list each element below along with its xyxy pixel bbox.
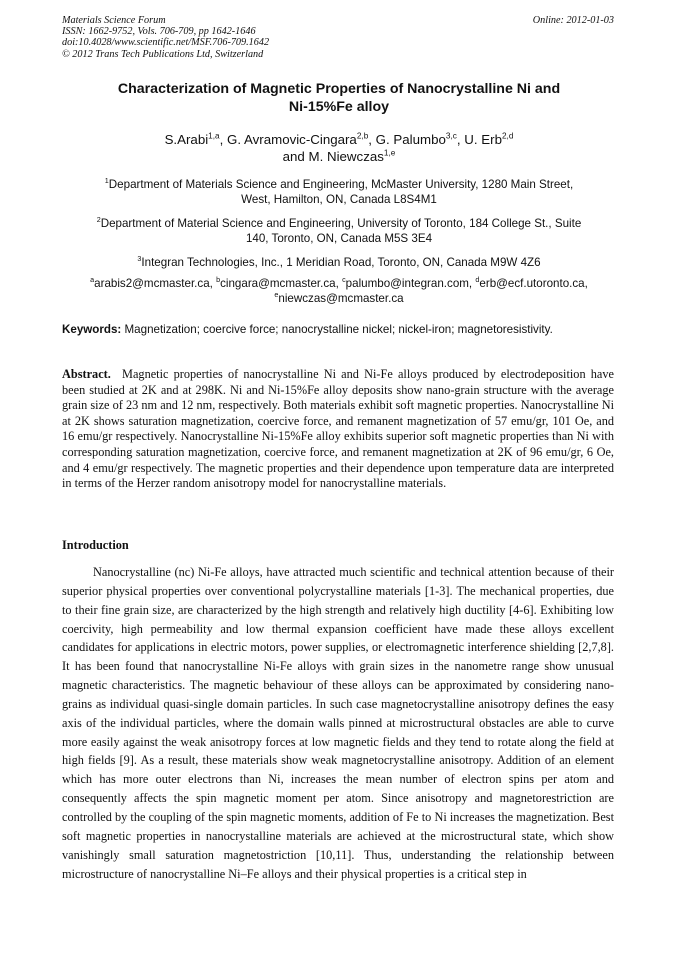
keywords bbox=[62, 322, 622, 337]
affiliation-sup: 2 bbox=[96, 215, 101, 225]
paper-title bbox=[62, 80, 616, 116]
email-line-1 bbox=[62, 276, 616, 291]
author-name: S.Arabi bbox=[164, 132, 209, 147]
author-name: , G. Palumbo bbox=[368, 132, 446, 147]
affiliation-sup: 3 bbox=[137, 254, 142, 264]
journal-header bbox=[62, 15, 269, 60]
author-line-1 bbox=[62, 131, 616, 148]
author-list bbox=[62, 131, 616, 165]
email-sup: b bbox=[216, 275, 221, 285]
online-date bbox=[533, 15, 614, 26]
introduction-paragraph: Nanocrystalline (nc) Ni-Fe alloys, have attracted much scientific and technical attention because of their superior physical properties over conventional polycrystalline materials [1-3]. The mechanical properties, due to their fine grain size, are characterized by the high strength and relatively high ductility [4-6]. Exhibiting low coercivity, high permeability and low thermal expansion coefficient have made these alloys excellent candidates for applications in electric motors, power supplies, or electromagnetic interference shielding [2,7,8]. It has been found that nanocrystalline Ni-Fe alloys with grain sizes in the nanometre range show unusual magnetic characteristics. The magnetic behaviour of these alloys can be approximated by considering nano-grains as individual quasi-single domain particles. In such case magnetocrystalline anisotropy defines the easy axis of the individual particles, where the domain walls pinned at microstructural obstacles are able to curve more easily against the weak anisotropy forces at low magnetic fields and they tend to rotate along the field at high fields [9]. As a result, these materials show weak magnetocrystalline anisotropy. Addition of an element which has more outer electrons than Ni, increases the mean number of electron spins per atom and consequently affects the spin magnetic moment per atom. Since anisotropy and magnetorestriction are controlled by the coupling of the spin magnetic moments, addition of Fe to Ni increases the magnetization. Best soft magnetic properties in nanocrystalline materials are achieved at the microstructural state, which show vanishingly small saturation magnetostriction [10,11]. Thus, understanding the relationship between microstructure of nanocrystalline Ni–Fe alloys and their physical properties is a critical step in bbox=[62, 565, 614, 881]
email-link[interactable]: erb@ecf.utoronto.ca, bbox=[479, 277, 588, 290]
email-list bbox=[62, 276, 616, 306]
author-sup: 1,e bbox=[383, 148, 396, 158]
affiliation-2-line-2: 140, Toronto, ON, Canada M5S 3E4 bbox=[245, 232, 433, 245]
affiliation-sup: 1 bbox=[104, 176, 109, 186]
doi-line: doi:10.4028/www.scientific.net/MSF.706-709.1642 bbox=[62, 37, 270, 49]
author-line-2 bbox=[62, 148, 616, 165]
copyright-line: © 2012 Trans Tech Publications Ltd, Switzerland bbox=[62, 48, 264, 60]
author-name: and M. Niewczas bbox=[282, 149, 384, 164]
keywords-text: Magnetization; coercive force; nanocrystalline nickel; nickel-iron; magnetoresistivity. bbox=[124, 323, 553, 336]
email-link[interactable]: palumbo@integran.com, bbox=[345, 277, 473, 290]
email-line-2 bbox=[62, 291, 616, 306]
affiliation-text: Integran Technologies, Inc., 1 Meridian Road, Toronto, ON, Canada M9W 4Z6 bbox=[141, 256, 541, 269]
title-line-2: Ni-15%Fe alloy bbox=[288, 99, 390, 115]
affiliation-text: Department of Material Science and Engineering, University of Toronto, 184 College St., Suite bbox=[100, 217, 582, 230]
email-link[interactable]: arabis2@mcmaster.ca, bbox=[94, 277, 213, 290]
affiliation-3-line bbox=[62, 255, 616, 270]
email-sup: e bbox=[274, 290, 279, 300]
affiliation-1-line-2: West, Hamilton, ON, Canada L8S4M1 bbox=[241, 193, 437, 206]
author-name: , U. Erb bbox=[456, 132, 502, 147]
affiliation-2 bbox=[62, 216, 616, 246]
author-sup: 3,c bbox=[445, 131, 457, 141]
author-sup: 2,b bbox=[356, 131, 369, 141]
title-line-1: Characterization of Magnetic Properties of Nanocrystalline Ni and bbox=[117, 81, 561, 97]
email-sup: a bbox=[90, 275, 95, 285]
affiliation-3 bbox=[62, 255, 616, 270]
email-link[interactable]: niewczas@mcmaster.ca bbox=[278, 292, 404, 305]
affiliation-2-line-1 bbox=[62, 216, 616, 231]
email-sup: d bbox=[475, 275, 480, 285]
online-date-text: Online: 2012-01-03 bbox=[532, 15, 614, 26]
section-heading-introduction: Introduction bbox=[62, 538, 129, 552]
author-name: , G. Avramovic-Cingara bbox=[219, 132, 357, 147]
affiliation-1-line-1 bbox=[62, 177, 616, 192]
abstract-text: Magnetic properties of nanocrystalline Ni and Ni-Fe alloys produced by electrodeposition have been studied at 2K and at 298K. Ni and Ni-15%Fe alloy deposits show nano-grain structure with the average grain size of 23 nm and 12 nm, respectively. Both materials exhibit soft magnetic properties. Nanocrystalline Ni at 2K shows saturation magnetization, coercive force, and remanent magnetization of 57 emu/gr, 101 Oe, and 16 emu/gr respectively. Nanocrystalline Ni-15%Fe alloy exhibits superior soft magnetic properties than Ni with corresponding saturation magnetization, coercive force, and remanent magnetization at 2K of 96 emu/gr, 6 Oe, and 4 emu/gr respectively. The magnetic properties and their dependence upon temperature data are interpreted in terms of the Herzer random anisotropy model for nanocrystalline materials. bbox=[62, 367, 614, 491]
affiliation-1 bbox=[62, 177, 616, 207]
abstract bbox=[62, 367, 614, 492]
journal-name: Materials Science Forum bbox=[62, 15, 166, 26]
abstract-label: Abstract. bbox=[62, 367, 111, 381]
issn-line: ISSN: 1662-9752, Vols. 706-709, pp 1642-1646 bbox=[62, 26, 256, 38]
author-sup: 1,a bbox=[208, 131, 220, 141]
author-sup: 2,d bbox=[501, 131, 514, 141]
keywords-label: Keywords: bbox=[62, 323, 122, 336]
affiliation-text: Department of Materials Science and Engineering, McMaster University, 1280 Main Street, bbox=[108, 178, 574, 191]
email-sup: c bbox=[342, 275, 346, 285]
email-link[interactable]: cingara@mcmaster.ca, bbox=[220, 277, 339, 290]
